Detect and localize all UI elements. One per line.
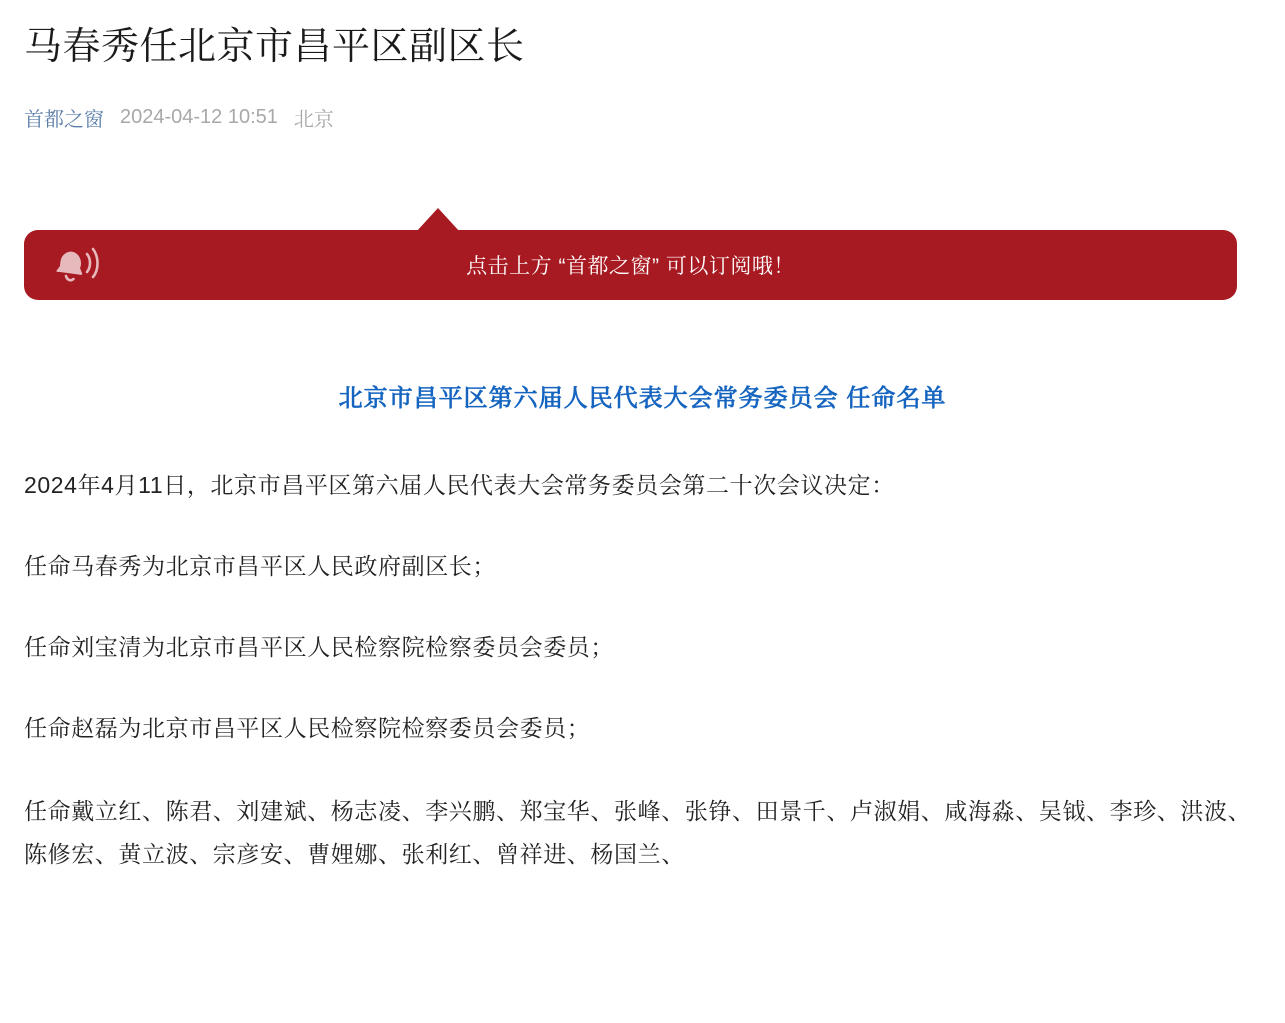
meta-source-link[interactable]: 首都之窗 — [24, 109, 104, 132]
paragraph-appointment-1: 任命马春秀为北京市昌平区人民政府副区长； — [24, 553, 496, 580]
page-title: 马春秀任北京市昌平区副区长 — [24, 26, 525, 68]
paragraph-meeting-decision: 2024年4月11日，北京市昌平区第六届人民代表大会常务委员会第二十次会议决定： — [24, 472, 895, 499]
meta-datetime: 2024-04-12 10:51 — [120, 106, 278, 129]
paragraph-appointment-2: 任命刘宝清为北京市昌平区人民检察院检察委员会委员； — [24, 633, 614, 660]
banner-text: 点击上方 “首都之窗” 可以订阅哦！ — [466, 255, 795, 279]
meta-location: 北京 — [293, 109, 334, 132]
banner-pointer-arrow — [416, 208, 460, 232]
paragraph-appointment-3: 任命赵磊为北京市昌平区人民检察院检察委员会委员； — [24, 714, 591, 741]
subscribe-banner-wrapper — [24, 208, 1261, 302]
bell-icon — [46, 242, 110, 288]
subscribe-banner[interactable] — [24, 230, 1237, 300]
section-heading: 北京市昌平区第六届人民代表大会常务委员会 任命名单 — [338, 385, 947, 413]
article-page — [0, 22, 1285, 1023]
paragraph-appointment-list: 任命戴立红、陈君、刘建斌、杨志凌、李兴鹏、郑宝华、张峰、张铮、田景千、卢淑娟、咸海淼、吴钺、李珍、洪波、陈修宏、黄立波、宗彦安、曹娌娜、张利红、曾祥进、杨国兰、 — [24, 798, 1252, 868]
article-meta — [24, 103, 1261, 132]
